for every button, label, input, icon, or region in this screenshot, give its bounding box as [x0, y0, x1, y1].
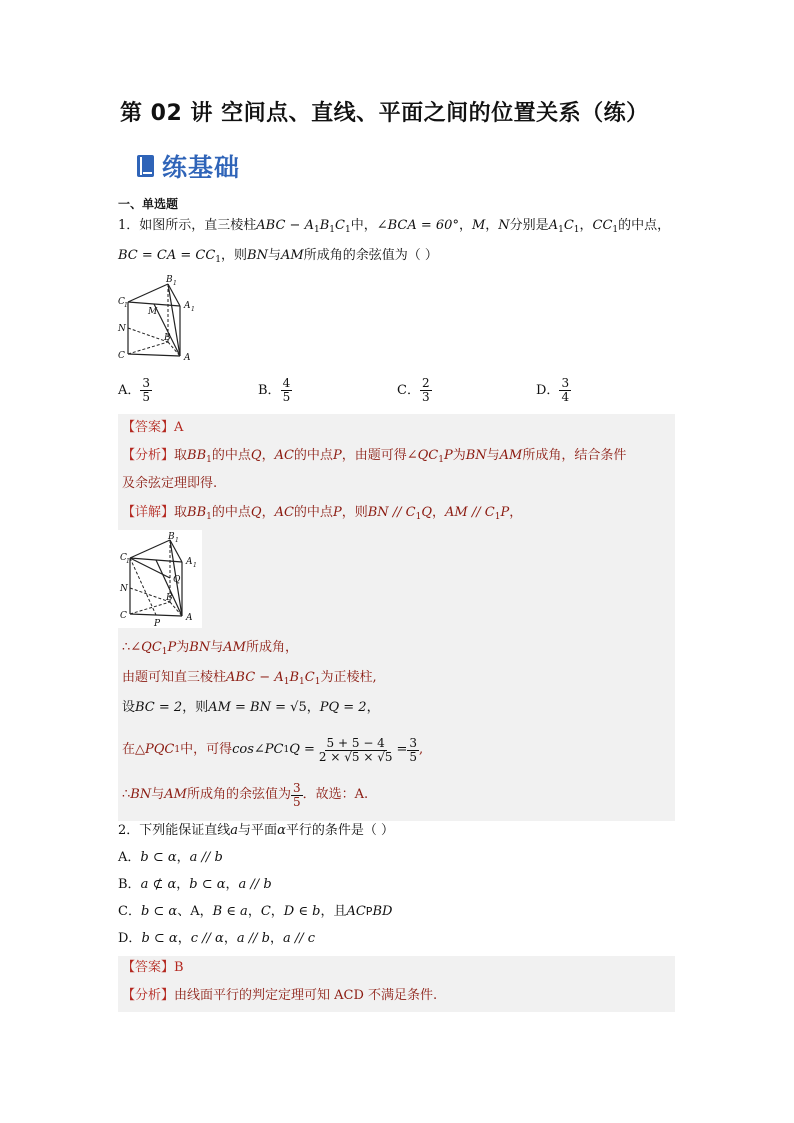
- q2-option-a[interactable]: A．b ⊂ α，a // b: [118, 850, 223, 865]
- q1-detail-line1: 【详解】取$BB_1$的中点Q，AC的中点P，则BN // $C_1Q$，AM // $C_1P$，: [122, 505, 523, 522]
- fig1-label-C1: C: [118, 297, 125, 307]
- q1-option-d[interactable]: D． $\frac{3}{4}$: [536, 376, 570, 404]
- q1-option-c[interactable]: C． $\frac{2}{3}$: [397, 376, 430, 404]
- page-title: 第 02 讲 空间点、直线、平面之间的位置关系（练）: [120, 101, 649, 126]
- svg-text:1: 1: [175, 537, 179, 544]
- q2-option-d[interactable]: D．b ⊂ α，c // α，a // b，a // c: [118, 931, 316, 946]
- fig2-label-B: B: [166, 593, 173, 603]
- q1-stem-line1: 1．如图所示，直三棱柱ABC − $A_1B_1C_1$中，∠BCA = 60°，M，N分别是$A_1C_1$，$CC_1$的中点，: [118, 218, 671, 235]
- q2-option-c[interactable]: C．b ⊂ α、A，B ∈ a，C，D ∈ b，且ACPBD: [118, 904, 393, 919]
- fig1-label-B: B: [164, 333, 171, 343]
- q1-step4: 在△ PQC 1 中，可得 cos∠PC 1 Q = $\frac{5 + 5 - 4}{2 \times √5 \times √5}$ = $\frac{3}{5}$ ,: [122, 735, 424, 764]
- section-header: [136, 150, 240, 182]
- svg-text:1: 1: [193, 562, 197, 569]
- section-title: 练基础: [162, 153, 241, 182]
- fig2-label-B1: B: [168, 532, 175, 542]
- fig2-label-C: C: [120, 611, 127, 621]
- fig2-label-A: A: [186, 613, 193, 623]
- fig1-label-N: N: [118, 324, 126, 334]
- book-icon: [136, 154, 156, 178]
- svg-text:1: 1: [173, 280, 177, 287]
- fig2-label-P: P: [154, 619, 161, 628]
- svg-text:1: 1: [124, 302, 128, 309]
- fig2-label-C1: C: [120, 553, 127, 563]
- fig2-label-Q: Q: [173, 575, 181, 585]
- q1-step5: ∴ BN 与 AM 所成角的余弦值为 $\frac{3}{5}$ ．故选：A.: [122, 780, 369, 809]
- q2-stem: 2．下列能保证直线a与平面α平行的条件是（ ）: [118, 823, 394, 838]
- q1-option-b[interactable]: B． $\frac{4}{5}$: [258, 376, 291, 404]
- fig1-label-A1: A: [184, 301, 191, 311]
- answer-tag: 【答案】: [122, 420, 175, 435]
- q1-option-a[interactable]: A． $\frac{3}{5}$: [118, 376, 151, 404]
- fig1-label-B1: B: [166, 275, 173, 285]
- q2-analysis: 【分析】由线面平行的判定定理可知 ACD 不满足条件.: [122, 988, 438, 1003]
- q1-step2: 由题可知直三棱柱ABC − $A_1B_1C_1$为正棱柱,: [122, 670, 377, 687]
- prism-figure-2: [118, 530, 202, 628]
- q1-analysis-line1: 【分析】取$BB_1$的中点Q，AC的中点P，由题可得$\angle QC_1P$为BN与AM所成角，结合条件: [122, 448, 627, 465]
- svg-text:1: 1: [126, 558, 130, 565]
- fig2-label-N: N: [120, 584, 128, 594]
- q1-analysis-line2: 及余弦定理即得.: [122, 476, 218, 491]
- q1-stem-line2: BC = CA = $CC_1$，则BN与AM所成角的余弦值为（ ）: [118, 248, 438, 265]
- fig1-label-C: C: [118, 351, 125, 361]
- svg-text:1: 1: [191, 306, 195, 313]
- q2-option-b[interactable]: B．a ⊄ α，b ⊂ α，a // b: [118, 877, 272, 892]
- fig1-label-A: A: [184, 353, 191, 363]
- part-heading: 一、单选题: [118, 197, 179, 211]
- prism-figure-1: [116, 272, 200, 368]
- q2-answer: 【答案】B: [122, 960, 184, 975]
- q1-step1: $\therefore\angle QC_1P$为BN与AM所成角，: [122, 640, 298, 657]
- q1-step3: 设BC = 2，则AM = BN = √5，PQ = 2，: [122, 700, 380, 715]
- fig1-label-M: M: [148, 307, 158, 317]
- fig2-label-A1: A: [186, 557, 193, 567]
- q1-answer: 【答案】A: [122, 420, 184, 435]
